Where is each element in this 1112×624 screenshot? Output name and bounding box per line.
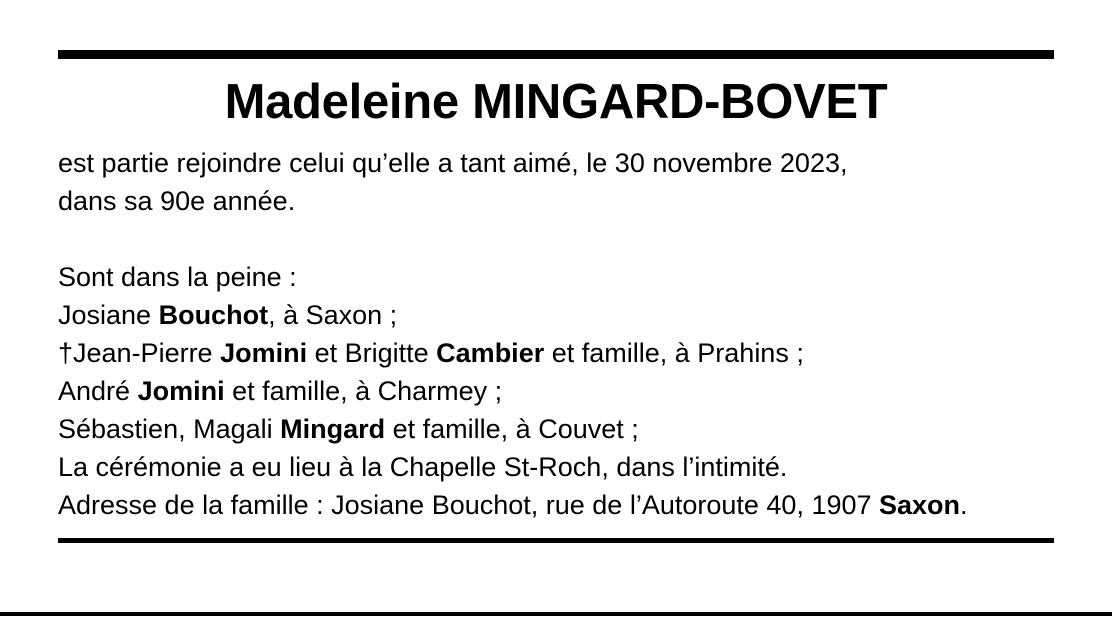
mourner-line-1 xyxy=(58,296,1054,334)
address-line xyxy=(58,486,1054,524)
mourner-4-post: et famille, à Couvet ; xyxy=(385,414,639,445)
mourner-3-post: et famille, à Charmey ; xyxy=(224,376,503,407)
mourner-2-pre: †Jean-Pierre xyxy=(58,338,221,369)
obituary-notice xyxy=(58,0,1054,543)
mourner-2-post: et famille, à Prahins ; xyxy=(544,338,804,369)
mourner-line-4 xyxy=(58,410,1054,448)
mourner-2-surname: Jomini xyxy=(220,338,308,369)
intro-line-1: est partie rejoindre celui qu’elle a tant aimé, le 30 novembre 2023, xyxy=(58,148,848,179)
mourner-2-mid: et Brigitte xyxy=(307,338,437,369)
mourner-line-3 xyxy=(58,372,1054,410)
mourner-4-pre: Sébastien, Magali xyxy=(58,414,281,445)
mourner-3-pre: André xyxy=(58,376,138,407)
bottom-divider xyxy=(58,538,1054,543)
mourner-4-surname: Mingard xyxy=(280,414,386,445)
address-post: . xyxy=(960,490,968,521)
mourner-2-surname-2: Cambier xyxy=(436,338,545,369)
page-footer-divider xyxy=(0,612,1112,616)
paragraph-gap xyxy=(58,220,1054,258)
ceremony-line: La cérémonie a eu lieu à la Chapelle St-Roch, dans l’intimité. xyxy=(58,452,788,483)
mourners-heading: Sont dans la peine : xyxy=(58,262,297,293)
mourner-3-surname: Jomini xyxy=(137,376,225,407)
intro-line-2: dans sa 90e année. xyxy=(58,186,296,217)
address-pre: Adresse de la famille : Josiane Bouchot, rue de l’Autoroute 40, 1907 xyxy=(58,490,880,521)
mourner-1-post: , à Saxon ; xyxy=(268,300,398,331)
deceased-name: Madeleine MINGARD-BOVET xyxy=(224,75,888,129)
top-divider xyxy=(58,50,1054,59)
notice-body xyxy=(58,144,1054,524)
mourner-1-pre: Josiane xyxy=(58,300,159,331)
mourner-1-surname: Bouchot xyxy=(158,300,269,331)
mourner-line-2 xyxy=(58,334,1054,372)
address-city: Saxon xyxy=(879,490,961,521)
